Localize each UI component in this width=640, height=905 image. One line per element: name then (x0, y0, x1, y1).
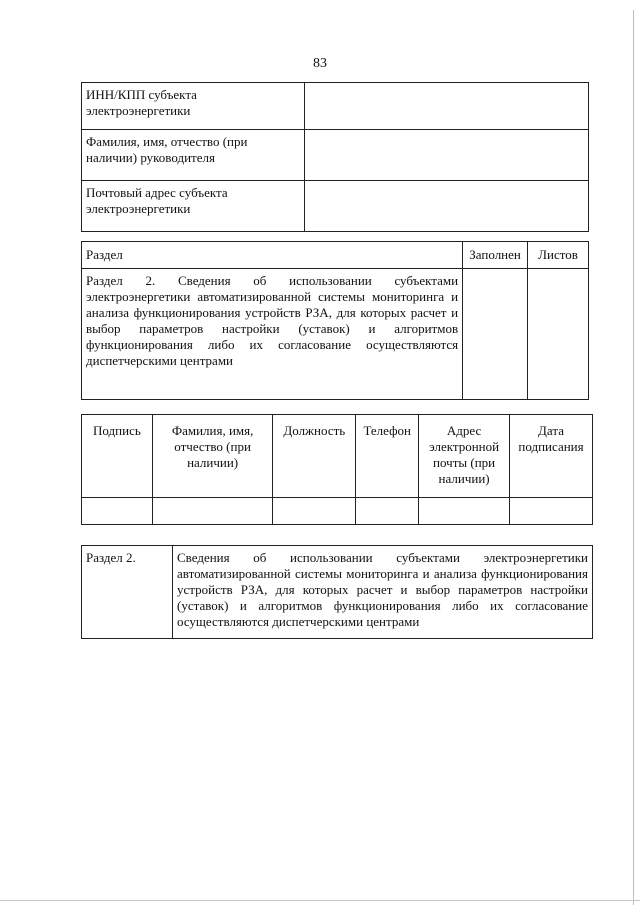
table-header-row (82, 242, 589, 269)
filled-cell[interactable] (463, 269, 528, 400)
page-number: 83 (313, 56, 327, 71)
signing-date-header: Дата подписания (510, 415, 593, 498)
table-row (82, 498, 593, 525)
full-name-cell[interactable] (152, 498, 273, 525)
postal-address-value[interactable] (305, 181, 589, 232)
sheets-cell[interactable] (528, 269, 589, 400)
table-row (82, 546, 593, 639)
table-row (82, 181, 589, 232)
section-table (81, 241, 589, 400)
page-edge-bottom (0, 900, 640, 901)
signature-header: Подпись (82, 415, 153, 498)
section-definition-table (81, 545, 593, 639)
position-cell[interactable] (273, 498, 356, 525)
filled-header: Заполнен (463, 242, 528, 269)
page-edge-right (633, 10, 634, 905)
sheets-header: Листов (528, 242, 589, 269)
table-header-row (82, 415, 593, 498)
definition-text: Сведения об использовании субъектами электроэнергетики автоматизированной системы мониторинга и анализа функционирования устройств РЗА, для которых расчет и выбор параметров настройки (уставок) и алгоритмов функционирования либо их согласование осуществляются диспетчерскими центрами (173, 546, 593, 639)
signature-table (81, 414, 593, 525)
section-description: Раздел 2. Сведения об использовании субъектами электроэнергетики автоматизированной системы мониторинга и анализа функционирования устройств РЗА, для которых расчет и выбор параметров настройки (уставок) и алгоритмов функционирования либо их согласование осуществляются диспетчерскими центрами (82, 269, 463, 400)
full-name-header: Фамилия, имя, отчество (при наличии) (152, 415, 273, 498)
phone-cell[interactable] (356, 498, 419, 525)
head-name-value[interactable] (305, 130, 589, 181)
phone-header: Телефон (356, 415, 419, 498)
inn-kpp-value[interactable] (305, 83, 589, 130)
definition-label: Раздел 2. (82, 546, 173, 639)
section-header: Раздел (82, 242, 463, 269)
postal-address-label: Почтовый адрес субъекта электроэнергетики (82, 181, 305, 232)
inn-kpp-label: ИНН/КПП субъекта электроэнергетики (82, 83, 305, 130)
table-row (82, 83, 589, 130)
signature-cell[interactable] (82, 498, 153, 525)
table-row (82, 269, 589, 400)
table-row (82, 130, 589, 181)
signing-date-cell[interactable] (510, 498, 593, 525)
subject-info-table (81, 82, 589, 232)
email-cell[interactable] (419, 498, 510, 525)
email-header: Адрес электронной почты (при наличии) (419, 415, 510, 498)
position-header: Должность (273, 415, 356, 498)
head-name-label: Фамилия, имя, отчество (при наличии) руководителя (82, 130, 305, 181)
